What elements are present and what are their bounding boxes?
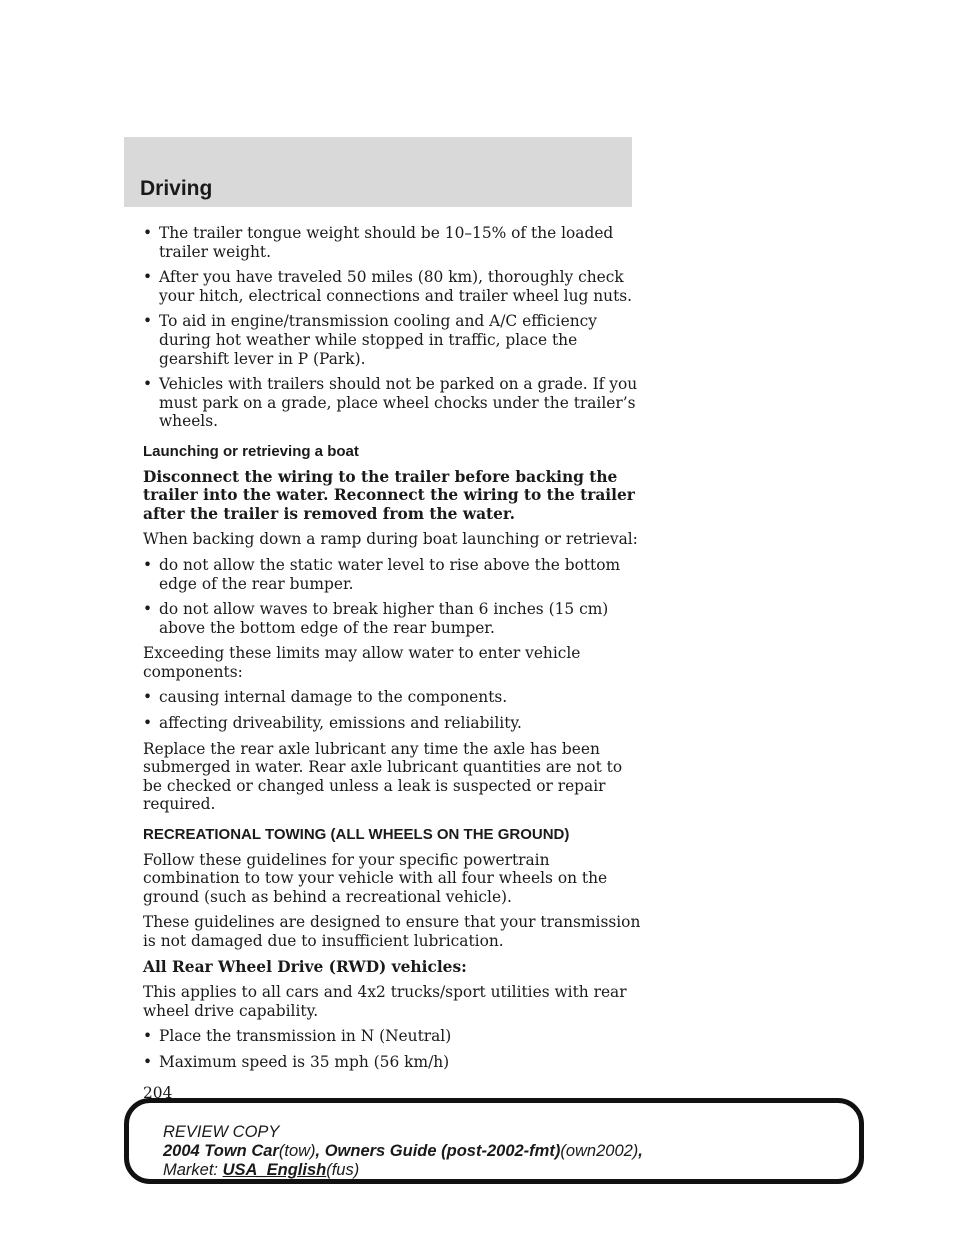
bullet-icon: •	[143, 714, 153, 733]
replace-text: Replace the rear axle lubricant any time the axle has been submerged in water. Rear axle lubricant quantities are not to be checked or changed unless a leak is suspected or repair required.	[143, 739, 623, 814]
bullet-icon: •	[143, 268, 153, 287]
bullet-icon: •	[143, 1052, 153, 1071]
list-item: • To aid in engine/transmission cooling and A/C efficiency during hot weather while stopped in traffic, place the gearshift lever in P (Park).	[143, 312, 597, 368]
rwd-heading: All Rear Wheel Drive (RWD) vehicles:	[143, 957, 467, 976]
page-number: 204	[143, 1083, 173, 1102]
bullet-icon: •	[143, 555, 153, 574]
list-item: • do not allow the static water level to rise above the bottom edge of the rear bumper.	[143, 555, 621, 593]
bullet-icon: •	[143, 375, 153, 394]
bullet-icon: •	[143, 224, 153, 242]
section-title: Driving	[140, 177, 213, 200]
bullet-icon: •	[143, 688, 153, 707]
list-item: • causing internal damage to the components.	[143, 688, 508, 707]
rwd-text: This applies to all cars and 4x2 trucks/sport utilities with rear wheel drive capability.	[143, 983, 627, 1020]
review-copy-label: REVIEW COPY	[163, 1123, 280, 1141]
boat-intro: When backing down a ramp during boat launching or retrieval:	[143, 530, 638, 549]
list-item: • After you have traveled 50 miles (80 km), thoroughly check your hitch, electrical connections and trailer wheel lug nuts.	[143, 268, 633, 305]
list-item: • The trailer tongue weight should be 10–15% of the loaded trailer weight.	[143, 224, 614, 261]
page-content	[143, 224, 643, 1102]
towing-p1: Follow these guidelines for your specific powertrain combination to tow your vehicle with all four wheels on the ground (such as behind a recreational vehicle).	[143, 850, 608, 906]
list-item: • affecting driveability, emissions and reliability.	[143, 714, 522, 733]
review-footer	[163, 1123, 643, 1180]
footer-model-line: 2004 Town Car(tow), Owners Guide (post-2002-fmt)(own2002),	[163, 1142, 643, 1160]
bullet-icon: •	[143, 600, 153, 619]
towing-p2: These guidelines are designed to ensure that your transmission is not damaged due to insufficient lubrication.	[143, 913, 641, 950]
towing-heading: RECREATIONAL TOWING (ALL WHEELS ON THE GROUND)	[143, 826, 570, 844]
list-item: • Place the transmission in N (Neutral)	[143, 1027, 452, 1046]
boat-heading: Launching or retrieving a boat	[143, 442, 359, 460]
list-item: • do not allow waves to break higher than 6 inches (15 cm) above the bottom edge of the rear bumper.	[143, 600, 609, 637]
bullet-icon: •	[143, 312, 153, 331]
footer-market-line: Market: USA_English(fus)	[163, 1161, 360, 1179]
boat-warning: Disconnect the wiring to the trailer before backing the trailer into the water. Reconnect the wiring to the trailer after the trailer is removed from the water.	[143, 467, 635, 523]
list-item: • Maximum speed is 35 mph (56 km/h)	[143, 1052, 450, 1071]
list-item: • Vehicles with trailers should not be parked on a grade. If you must park on a grade, place wheel chocks under the trailer’s wheels.	[143, 375, 638, 431]
exceed-text: Exceeding these limits may allow water to enter vehicle components:	[143, 644, 581, 681]
bullet-icon: •	[143, 1027, 153, 1046]
